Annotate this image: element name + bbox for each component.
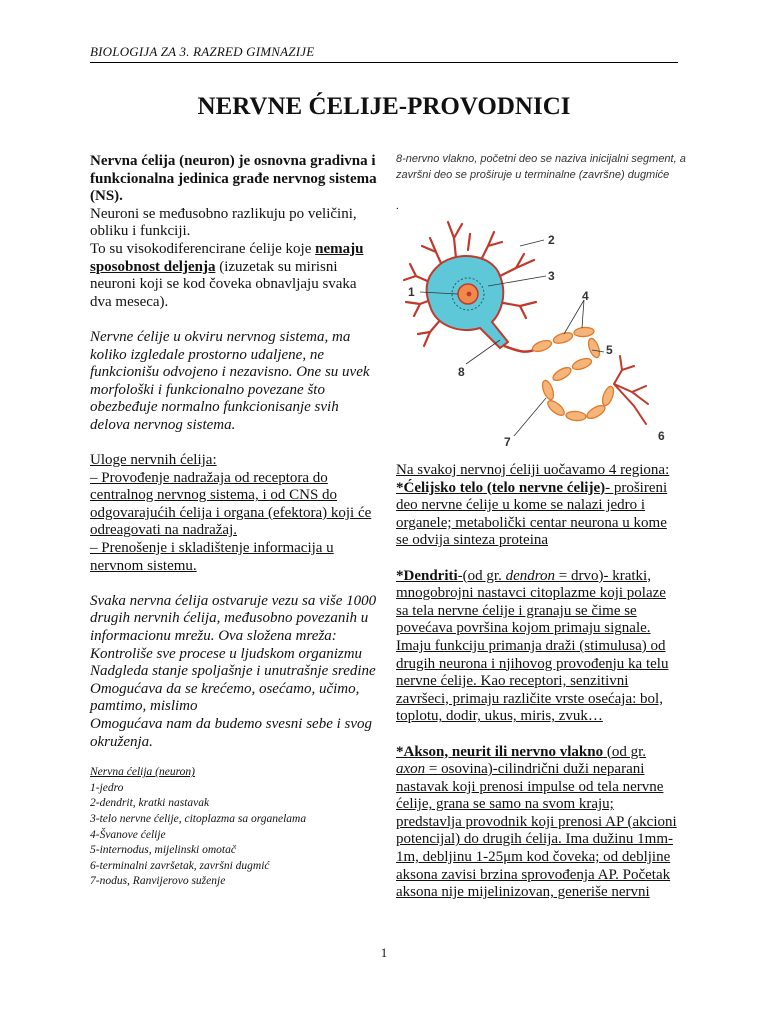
regions-intro: Na svakoj nervnoj ćeliji uočavamo 4 regiona: [396,462,670,478]
legend-item: 2-dendrit, kratki nastavak [90,797,210,810]
legend-title: Nervna ćelija (neuron) [90,766,195,779]
schwann-cell [574,327,595,338]
network-item-1: Kontroliše sve procese u ljudskom organizmu [90,645,363,662]
label-7: 7 [504,435,511,449]
legend-item: 7-nodus, Ranvijerovo suženje [90,875,226,888]
intro-variation: Neuroni se međusobno razlikuju po veličini, obliku i funkciji. [90,205,357,240]
schwann-cell [585,403,607,421]
intro-definition: Nervna ćelija (neuron) je osnovna gradivna i funkcionalna jedinica građe nervnog sistema (NS). [90,153,377,205]
legend-item: 4-Švanove ćelije [90,828,166,841]
nucleolus [467,292,472,297]
label-6: 6 [658,429,665,443]
legend-item: 5-internodus, mijelinski omotač [90,844,236,857]
running-header: BIOLOGIJA ZA 3. RAZRED GIMNAZIJE [90,44,678,63]
label-3: 3 [548,269,555,283]
dendrites-section: *Dendriti-(od gr. dendron = drvo)- kratki, mnogobrojni nastavci citoplazme koji polaze sa tela nervne ćelije i granaju se čime se povećava površina kojom primaju signale. Imaju funkciju primanja draži (stimulusa) od drugih neurona i njihovog provođenju ka telu nervne ćelije. Kao receptori, senzitivni završeci, primaju različite vrste osećaja: bol, toplotu, dodir, ukus, miris, zvuk… [396,567,669,725]
connectivity-paragraph: Nervne ćelije u okviru nervnog sistema, ma koliko izgledale prostorno udaljene, ne funkcionišu odvojeno i nezavisno. One su uvek morfološki i funkcionalno povezane što obezbeđuje normalno funkcionisanje svih delova nervnog sistema. [90,328,370,433]
role-item-2: – Prenošenje i skladištenje informacija u nervnom sistemu. [90,540,334,574]
no-division-emphasis: nemaju sposobnost deljenja [90,240,364,275]
roles-title: Uloge nervnih ćelija: [90,452,217,469]
label-8: 8 [458,365,465,379]
intro-differentiation: To su visokodiferencirane ćelije koje nemaju sposobnost deljenja (izuzetak su mirisni neuroni koji se kod čoveka obnavljaju svaka dva meseca). [90,240,364,310]
schwann-cell [551,365,573,383]
neuron-diagram [396,210,686,450]
schwann-cell [545,398,566,418]
right-column [396,462,678,902]
label-1: 1 [408,285,415,299]
label-4: 4 [582,289,589,303]
dendrites-title: *Dendriti [396,567,458,584]
left-column [90,153,380,890]
soma-section: *Ćelijsko telo (telo nervne ćelije)- prošireni deo nervne ćelije u kome se nalazi jedro i organele; metabolički centar neurona u kome se odvija sinteza proteina [396,479,668,549]
schwann-cell [586,337,601,359]
legend-item: 1-jedro [90,781,124,794]
role-item-1: – Provođenje nadražaja od receptora do centralnog nervnog sistema, i od CNS do odgovarajućih ćelija i organa (efektora) koji će odreagovati na nadražaj. [90,469,372,539]
myelin-sheath [531,327,616,422]
axon-title: *Akson, neurit ili nervno vlakno [396,743,604,760]
label-5: 5 [606,343,613,357]
schwann-cell [540,379,555,401]
page-number: 1 [380,945,388,960]
schwann-cell [552,331,574,346]
network-item-4: Omogućava nam da budemo svesni sebe i svog okruženja. [90,716,373,750]
page-title: NERVNE ĆELIJE-PROVODNICI [197,93,571,120]
schwann-cell [600,385,615,407]
figure-caption: 8-nervno vlakno, početni deo se naziva inicijalni segment, a završni deo se proširuje u terminalne (završne) dugmiće [396,153,686,181]
soma-title: *Ćelijsko telo (telo nervne ćelije) [396,479,606,496]
axon-terminals [614,356,648,424]
legend-item: 6-terminalni završetak, završni dugmić [90,859,270,872]
legend-item: 3-telo nervne ćelije, citoplazma sa organelama [90,812,307,825]
schwann-cell [571,356,593,371]
axon-section: *Akson, neurit ili nervno vlakno (od gr. axon = osovina)-cilindrični duži neparani nastavak koji prenosi impulse od tela nervne ćelije, grana se samo na svom kraju; predstavlja provodnik koji prenosi AP (akcioni potencijal) do drugih ćelija. Ima dužinu 1mm-1m, debljinu 1-25μm kod čoveka; od debljine aksona zavisi brzina sprovođenja AP. Početak aksona nije mijelinizovan, generiše nervni [396,743,677,901]
caption-dot: . [396,200,399,212]
schwann-cell [566,411,587,422]
network-paragraph: Svaka nervna ćelija ostvaruje vezu sa više 1000 drugih nervnih ćelija, međusobno povezanih u informacionu mrežu. Ova složena mreža: [90,592,377,645]
schwann-cell [531,338,553,353]
label-2: 2 [548,233,555,247]
network-item-2: Nadgleda stanje spoljašnje i unutrašnje sredine [90,663,376,680]
network-item-3: Omogućava da se krećemo, osećamo, učimo, pamtimo, mislimo [90,680,360,715]
initial-segment [504,346,534,352]
